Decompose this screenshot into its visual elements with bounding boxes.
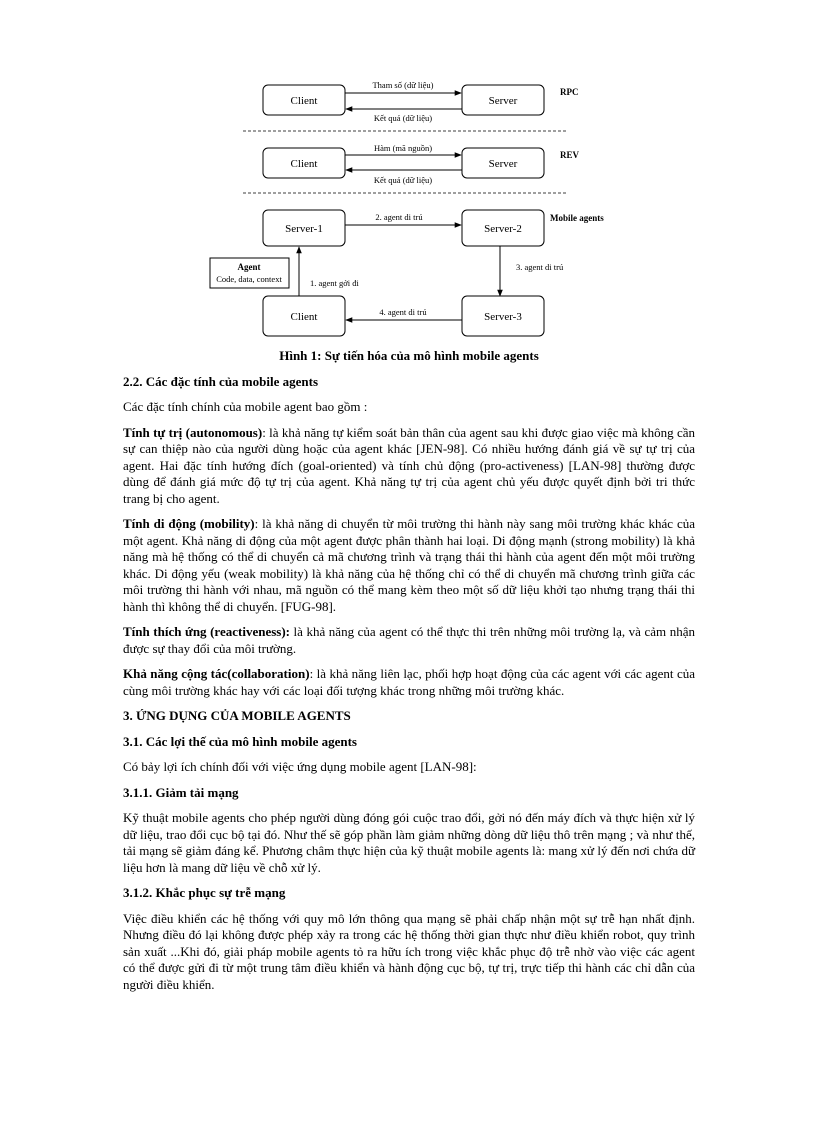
rev-server-label: Server [488, 158, 518, 170]
term-mobility: Tính di động (mobility) [123, 516, 255, 531]
term-collaboration: Khả năng cộng tác(collaboration) [123, 666, 310, 681]
figure-caption: Hình 1: Sự tiến hóa của mô hình mobile agents [279, 348, 539, 363]
paragraph-autonomous [123, 425, 695, 508]
step2-label: 2. agent di trú [375, 212, 423, 222]
evolution-diagram [0, 0, 816, 345]
rev-request-label: Hàm (mã nguồn) [373, 143, 433, 153]
text-autonomous: : là khả năng tự kiểm soát bản thân của agent sau khi được giao việc mà không cần sự can thiệp nào của người dùng hoặc của agent khác [JEN-98]. Có nhiều hướng đánh giá về sự tự trị của agent. Hai đặc tính hướng đích (goal-oriented) và tính chủ động (pro-activeness) [LAN-98] thường được dùng để đánh giá mức độ tự trị của agent. Khả năng tự trị của agent chủ yếu được quyết định bởi tri thức trang bị cho agent. [123, 424, 696, 506]
section-3-1-intro: Có bảy lợi ích chính đối với việc ứng dụng mobile agent [LAN-98]: [123, 759, 477, 774]
text-collaboration: : là khả năng liên lạc, phối hợp hoạt động của các agent với các agent của cùng môi trường khác hay với các loại đối tượng khác trong những môi trường khác. [123, 666, 695, 698]
step1-label: 1. agent gởi đi [310, 278, 359, 288]
section-3-1-1-title: 3.1.1. Giảm tải mạng [123, 784, 239, 800]
paragraph-reactiveness [123, 624, 695, 657]
rev-client-label: Client [290, 158, 318, 170]
section-3-1-1-text: Kỹ thuật mobile agents cho phép người dùng đóng gói cuộc trao đổi, gởi nó đến máy đích và thực hiện xử lý dữ liệu, trao đổi cục bộ tại đó. Như thế sẽ góp phần làm giảm những dòng dữ liệu thô trên mạng ; và như thế, tải mạng sẽ giảm đáng kể. Phương châm thực hiện của kỹ thuật mobile agents là: mang xử lý đến nơi chứa dữ liệu hơn là mang dữ liệu về chỗ xử lý. [123, 810, 695, 875]
section-3-title: 3. ỨNG DỤNG CỦA MOBILE AGENTS [123, 708, 351, 723]
step4-label: 4. agent di trú [379, 307, 427, 317]
rpc-request-label: Tham số (dữ liệu) [372, 80, 434, 90]
agent-note-title: Agent [237, 262, 261, 272]
step3-label: 3. agent di trú [516, 262, 564, 272]
term-reactiveness: Tính thích ứng (reactiveness): [123, 624, 290, 639]
section-3-1-title: 3.1. Các lợi thế của mô hình mobile agents [123, 733, 357, 749]
rpc-response-label: Kết quả (dữ liệu) [373, 113, 433, 123]
agent-note-sub: Code, data, context [216, 274, 282, 284]
mobile-agents-label: Mobile agents [550, 213, 604, 223]
server3-label: Server-3 [484, 311, 522, 323]
text-reactiveness: là khả năng của agent có thể thực thi trên những môi trường lạ, và cảm nhận được sự thay đổi của môi trường. [123, 624, 695, 656]
rev-response-label: Kết quả (dữ liệu) [373, 175, 433, 185]
rpc-client-label: Client [290, 95, 318, 107]
rpc-server-label: Server [488, 95, 518, 107]
term-autonomous: Tính tự trị (autonomous) [123, 424, 263, 440]
section-3-1-2-text: Việc điều khiển các hệ thống với quy mô lớn thông qua mạng sẽ phải chấp nhận một sự trễ hạn nhất định. Nhưng điều đó lại không được phép xảy ra trong các hệ thống thời gian thực như điều khiển robot, quy trình sản xuất ...Khi đó, giải pháp mobile agents tỏ ra hữu ích trong việc khắc phục độ trễ nhờ vào việc các agent có thể được gửi đi từ một trung tâm điều khiển và hành động cục bộ, tự trị, trực tiếp thi hành các chỉ dẫn của người điều khiển. [123, 910, 695, 992]
document-body [123, 348, 695, 1002]
rev-label: REV [560, 150, 580, 160]
server1-label: Server-1 [285, 223, 323, 235]
section-2-2-intro: Các đặc tính chính của mobile agent bao gồm : [123, 399, 368, 414]
section-3-1-2-title: 3.1.2. Khắc phục sự trễ mạng [123, 885, 286, 900]
text-mobility: : là khả năng di chuyển từ môi trường thi hành này sang môi trường khác khác của một agent. Khả năng di động của một agent được phân thành hai loại. Di động mạnh (strong mobility) là khả năng mà hệ thống có thể di chuyển cả mã chương trình và trạng thái thi hành của agent đến một môi trường khác. Di động yếu (weak mobility) là khả năng của hệ thống chỉ có thể di chuyển mã chương trình giữa các môi trường thi hành với nhau, mã nguồn có thể mang kèm theo một số dữ liệu khởi tạo nhưng trạng thái thi hành thì không thể di chuyển. [FUG-98]. [123, 516, 695, 614]
client-label: Client [290, 311, 318, 323]
paragraph-mobility [123, 516, 695, 615]
server2-label: Server-2 [484, 223, 522, 235]
section-2-2-title: 2.2. Các đặc tính của mobile agents [123, 373, 318, 389]
rpc-label: RPC [560, 87, 579, 97]
paragraph-collaboration [123, 666, 695, 699]
